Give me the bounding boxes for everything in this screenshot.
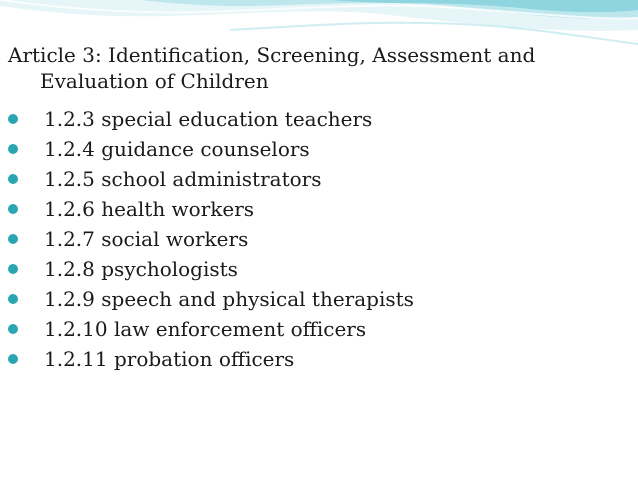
list-item <box>8 164 628 194</box>
list-item-text: 1.2.11 probation officers <box>44 347 295 371</box>
bullet-dot-icon <box>8 264 18 274</box>
list-item-text: 1.2.5 school administrators <box>44 167 322 191</box>
list-item <box>8 284 628 314</box>
list-item <box>8 194 628 224</box>
bullet-dot-icon <box>8 354 18 364</box>
list-item-text: 1.2.9 speech and physical therapists <box>44 287 414 311</box>
list-item <box>8 314 628 344</box>
list-item <box>8 224 628 254</box>
list-item-text: 1.2.8 psychologists <box>44 257 238 281</box>
list-item-text: 1.2.10 law enforcement officers <box>44 317 367 341</box>
bullet-dot-icon <box>8 204 18 214</box>
slide-content <box>8 42 628 374</box>
list-item <box>8 344 628 374</box>
list-item-text: 1.2.3 special education teachers <box>44 107 373 131</box>
bullet-dot-icon <box>8 114 18 124</box>
list-item <box>8 254 628 284</box>
bullet-dot-icon <box>8 324 18 334</box>
list-item-text: 1.2.4 guidance counselors <box>44 137 310 161</box>
list-item-text: 1.2.7 social workers <box>44 227 249 251</box>
list-item-text: 1.2.6 health workers <box>44 197 255 221</box>
bullet-dot-icon <box>8 174 18 184</box>
bullet-dot-icon <box>8 294 18 304</box>
bullet-dot-icon <box>8 144 18 154</box>
bullet-dot-icon <box>8 234 18 244</box>
slide-heading: Article 3: Identification, Screening, Assessment and Evaluation of Children <box>8 43 536 93</box>
bullet-list <box>8 104 628 374</box>
list-item <box>8 134 628 164</box>
list-item <box>8 104 628 134</box>
